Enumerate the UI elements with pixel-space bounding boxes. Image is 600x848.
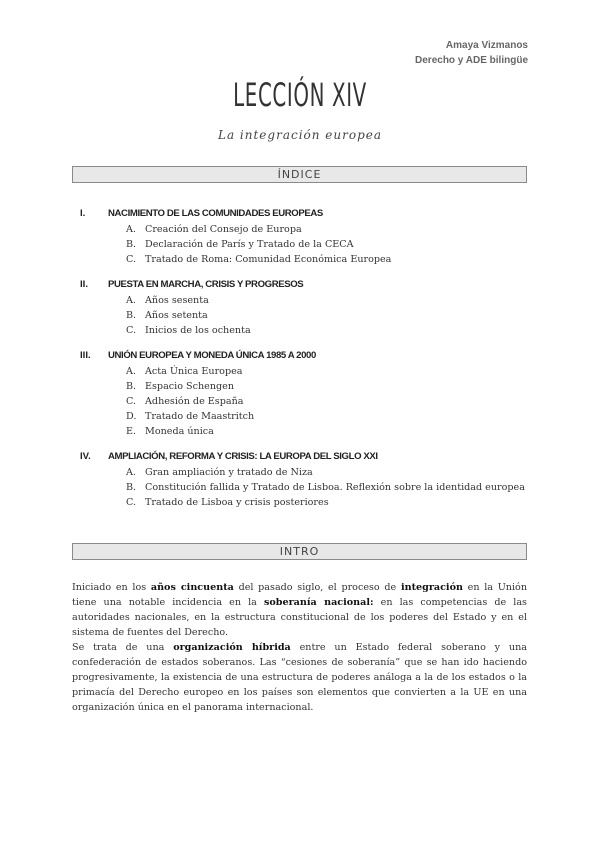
toc-section xyxy=(0,449,600,510)
toc-item xyxy=(0,222,600,237)
toc-item-letter: B. xyxy=(126,310,137,321)
toc-item xyxy=(0,495,600,510)
toc-item xyxy=(0,480,600,495)
toc-item-text: Constitución fallida y Tratado de Lisboa. Reflexión sobre la identidad europea xyxy=(145,482,525,493)
toc-section-heading xyxy=(0,206,600,222)
toc-section-heading xyxy=(0,449,600,465)
toc-item-letter: B. xyxy=(126,482,137,493)
text-run: Se trata de una xyxy=(72,642,174,653)
toc-item-text: Tratado de Roma: Comunidad Económica Europea xyxy=(145,254,392,265)
text-run: del pasado siglo, el proceso de xyxy=(233,582,401,593)
toc-section-heading xyxy=(0,277,600,293)
toc-item-text: Años sesenta xyxy=(145,295,209,306)
toc-section xyxy=(0,206,600,267)
index-section-bar: ÍNDICE xyxy=(72,166,527,183)
toc-item xyxy=(0,379,600,394)
toc-item xyxy=(0,394,600,409)
bold-term: organización híbrida xyxy=(173,642,291,653)
toc-item-letter: C. xyxy=(126,254,137,265)
toc-item-text: Años setenta xyxy=(145,310,208,321)
toc-section xyxy=(0,277,600,338)
header-author-block xyxy=(415,38,528,68)
toc-item-letter: D. xyxy=(126,411,137,422)
toc-section-title: NACIMIENTO DE LAS COMUNIDADES EUROPEAS xyxy=(108,208,323,219)
bold-term: soberanía nacional: xyxy=(264,597,374,608)
toc-item-text: Inicios de los ochenta xyxy=(145,325,251,336)
toc-item-text: Creación del Consejo de Europa xyxy=(145,224,302,235)
toc-item xyxy=(0,424,600,439)
toc-item-text: Espacio Schengen xyxy=(145,381,235,392)
toc-item xyxy=(0,293,600,308)
toc-item-letter: C. xyxy=(126,497,137,508)
toc-item-text: Gran ampliación y tratado de Niza xyxy=(145,467,313,478)
intro-paragraph-2 xyxy=(72,640,527,715)
text-run: en la Unión tiene una notable incidencia en la xyxy=(72,582,527,608)
toc-item xyxy=(0,308,600,323)
toc-item xyxy=(0,465,600,480)
toc-item-letter: B. xyxy=(126,239,137,250)
lesson-subtitle: La integración europea xyxy=(217,128,383,142)
lesson-title: LECCIÓN XIV xyxy=(233,76,367,114)
toc-item xyxy=(0,323,600,338)
bold-term: integración xyxy=(400,582,463,593)
toc-section-title: UNIÓN EUROPEA Y MONEDA ÚNICA 1985 A 2000 xyxy=(108,350,316,361)
toc-item-text: Tratado de Maastritch xyxy=(145,411,255,422)
toc-section-number: I. xyxy=(80,208,86,219)
toc-item-text: Adhesión de España xyxy=(145,396,244,407)
intro-section-bar: INTRO xyxy=(72,543,527,560)
toc-item-text: Tratado de Lisboa y crisis posteriores xyxy=(145,497,329,508)
toc-section-number: IV. xyxy=(80,451,91,462)
toc-item xyxy=(0,364,600,379)
course-name: Derecho y ADE bilingüe xyxy=(415,55,528,66)
bold-term: años cincuenta xyxy=(150,582,234,593)
intro-paragraph-1 xyxy=(72,580,527,640)
table-of-contents xyxy=(0,206,600,520)
toc-item-text: Acta Única Europea xyxy=(145,366,243,377)
toc-item xyxy=(0,409,600,424)
toc-item-letter: C. xyxy=(126,325,137,336)
toc-item xyxy=(0,237,600,252)
toc-item-letter: E. xyxy=(126,426,137,437)
toc-section-heading xyxy=(0,348,600,364)
toc-item-text: Moneda única xyxy=(145,426,214,437)
toc-item-letter: B. xyxy=(126,381,137,392)
toc-section xyxy=(0,348,600,439)
toc-section-number: II. xyxy=(80,279,88,290)
toc-section-title: PUESTA EN MARCHA, CRISIS Y PROGRESOS xyxy=(108,279,304,290)
author-name: Amaya Vizmanos xyxy=(445,40,528,51)
toc-section-title: AMPLIACIÓN, REFORMA Y CRISIS: LA EUROPA DEL SIGLO XXI xyxy=(108,451,378,462)
toc-item-letter: A. xyxy=(126,366,136,377)
toc-item xyxy=(0,252,600,267)
text-run: entre un Estado federal soberano y una confederación de estados soberanos. Las “cesiones de soberanía” que se han ido haciendo progresivamente, la existencia de una estructura de poderes análoga a la de los estados o la primacía del Derecho europeo en los países son elementos que convierten a la UE en una organización única en el panorama internacional. xyxy=(72,642,527,713)
toc-item-letter: C. xyxy=(126,396,137,407)
toc-item-text: Declaración de París y Tratado de la CECA xyxy=(145,239,354,250)
toc-section-number: III. xyxy=(80,350,91,361)
toc-item-letter: A. xyxy=(126,224,136,235)
toc-item-letter: A. xyxy=(126,295,136,306)
text-run: Iniciado en los xyxy=(72,582,151,593)
toc-item-letter: A. xyxy=(126,467,136,478)
text-run: en las competencias de las autoridades nacionales, en la estructura constitucional de los poderes del Estado y en el sistema de fuentes del Derecho. xyxy=(72,597,527,638)
